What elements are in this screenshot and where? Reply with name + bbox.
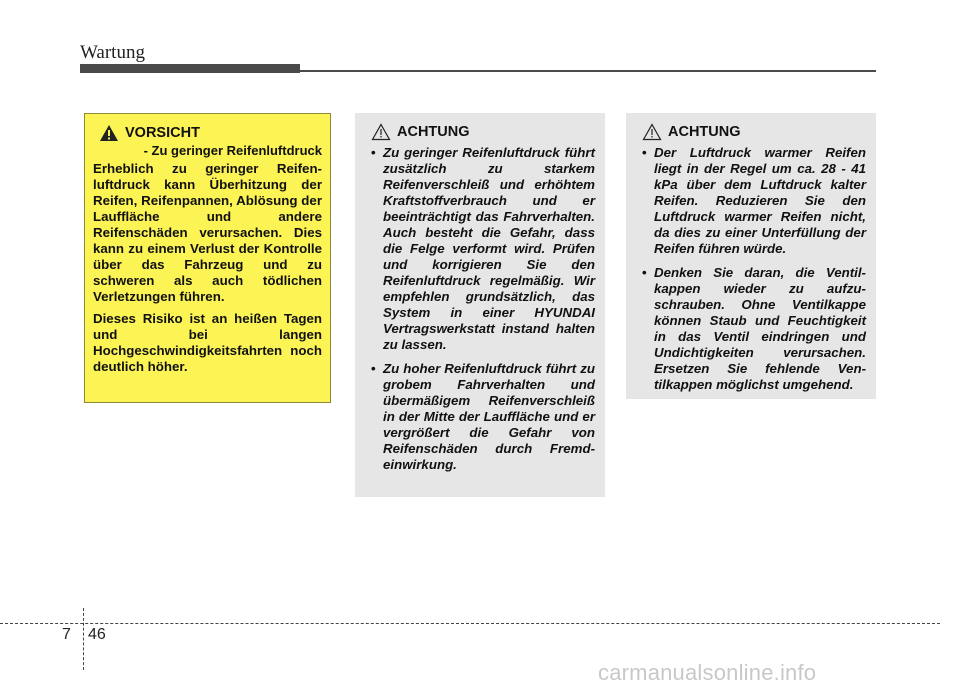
page-number: 46 [88, 626, 106, 643]
chapter-number: 7 [62, 626, 71, 643]
bullet-icon: • [371, 361, 376, 376]
caution-paragraph: Dieses Risiko ist an heißen Tagen und bei langen Hochgeschwindigkeitsfahrten noch deutlich höher. [93, 311, 322, 374]
caution-header [99, 124, 322, 142]
warning-triangle-filled-icon [99, 124, 119, 142]
bullet-icon: • [642, 145, 647, 160]
header-bar [80, 64, 300, 73]
warning-title: ACHTUNG [397, 124, 470, 140]
warning-item [636, 145, 866, 257]
watermark: carmanualsonline.info [598, 660, 817, 685]
caution-title: VORSICHT [125, 125, 200, 141]
header-rule [300, 70, 876, 72]
caution-paragraph: Erheblich zu geringer Reifen-luftdruck kann Überhitzung der Reifen, Reifenpannen, Ablösung der Lauffläche und andere Reifenschäden verursachen. Dies kann zu einem Verlust der Kontrolle über das Fahrzeug und zu schweren als auch tödlichen Verletzungen führen. [93, 161, 322, 304]
caution-box [84, 113, 331, 403]
section-title: Wartung [80, 42, 145, 63]
caution-subtitle: - Zu geringer Reifenluftdruck [143, 143, 322, 158]
warning-item-text: Zu hoher Reifenluftdruck führt zu grobem Fahrverhalten und übermäßigem Reifenverschleiß in der Mitte der Lauffläche und er vergrößert die Gefahr von Reifenschäden durch Fremd-einwirkung. [383, 361, 595, 472]
warning-item [636, 265, 866, 393]
warning-triangle-icon [371, 123, 391, 141]
warning-item [365, 145, 595, 353]
warning-box [355, 113, 605, 497]
warning-item-text: Zu geringer Reifenluftdruck führt zusätzlich zu starkem Reifenverschleiß und erhöhtem Kraftstoffverbrauch und er beeinträchtigt das Fahrverhalten. Auch besteht die Gefahr, dass die Felge verformt wird. Prüfen und korrigieren Sie den Reifenluftdruck regelmäßig. Wir empfehlen grundsätzlich, das System in einer HYUNDAI Vertragswerkstatt instand halten zu lassen. [383, 145, 595, 352]
warning-item [365, 361, 595, 473]
warning-header [642, 123, 866, 141]
warning-item-text: Denken Sie daran, die Ventil-kappen wieder zu aufzu-schrauben. Ohne Ventilkappe können Staub und Feuchtigkeit in das Ventil eindringen und Undichtigkeiten verursachen. Ersetzen Sie fehlende Ven-tilkappen möglichst umgehend. [654, 265, 866, 392]
footer-divider [83, 608, 84, 670]
warning-triangle-icon [642, 123, 662, 141]
footer-rule [0, 623, 940, 624]
bullet-icon: • [642, 265, 647, 280]
warning-item-text: Der Luftdruck warmer Reifen liegt in der Regel um ca. 28 - 41 kPa über dem Luftdruck kalter Reifen. Reduzieren Sie den Luftdruck warmer Reifen nicht, da dies zu einer Unterfüllung der Reifen führen würde. [654, 145, 866, 256]
warning-box [626, 113, 876, 399]
warning-header [371, 123, 595, 141]
warning-title: ACHTUNG [668, 124, 741, 140]
bullet-icon: • [371, 145, 376, 160]
